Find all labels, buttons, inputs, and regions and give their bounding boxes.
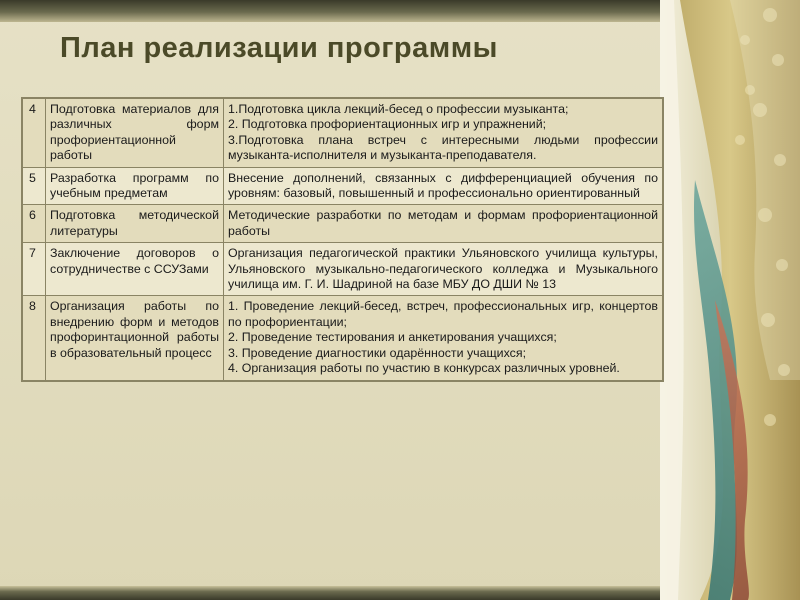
decorative-drape-image: [660, 0, 800, 600]
plan-table-grid: [22, 98, 663, 381]
detail-line: Организация педагогической практики Ульяновского училища культуры, Ульяновского музыкально-педагогического колледжа и Музыкального училища им. Г. И. Шадриной на базе МБУ ДО ДШИ № 13: [228, 246, 658, 292]
table-row: [23, 167, 663, 205]
detail-line: 1.Подготовка цикла лекций-бесед о профессии музыканта;: [228, 102, 569, 116]
detail-line: 2. Подготовка профориентационных игр и упражнений;: [228, 117, 547, 132]
slide-title: План реализации программы: [60, 32, 498, 64]
plan-table: [21, 97, 664, 382]
row-details: [224, 167, 663, 205]
row-details: [224, 296, 663, 380]
table-row: [23, 243, 663, 296]
row-number: 8: [23, 296, 46, 380]
detail-line: 2. Проведение тестирования и анкетирования учащихся;: [228, 330, 557, 345]
row-details: [224, 243, 663, 296]
row-number: 6: [23, 205, 46, 243]
row-task: Организация работы по внедрению форм и методов профоринтационной работы в образовательный процесс: [46, 296, 224, 380]
table-row: [23, 296, 663, 380]
detail-line: 1. Проведение лекций-бесед, встреч, профессиональных игр, концертов по профориентации;: [228, 299, 658, 329]
row-task: Подготовка методической литературы: [46, 205, 224, 243]
row-details: [224, 205, 663, 243]
row-number: 7: [23, 243, 46, 296]
row-task: Подготовка материалов для различных форм профориентационной работы: [46, 99, 224, 168]
detail-line: Методические разработки по методам и формам профориентационной работы: [228, 208, 658, 238]
row-number: 4: [23, 99, 46, 168]
detail-line: 4. Организация работы по участию в конкурсах различных уровней.: [228, 361, 620, 376]
detail-line: Внесение дополнений, связанных с дифференциацией обучения по уровням: базовый, повышенный и профессионально ориентированный: [228, 170, 658, 201]
row-task: Заключение договоров о сотрудничестве с ССУЗами: [46, 243, 224, 296]
detail-line: 3. Проведение диагностики одарённости учащихся;: [228, 345, 527, 360]
plan-table-body: [23, 99, 663, 381]
row-details: [224, 99, 663, 168]
table-row: [23, 99, 663, 168]
row-task: Разработка программ по учебным предметам: [46, 167, 224, 205]
detail-line: 3.Подготовка плана встреч с интересными людьми профессии музыканта-исполнителя и музыканта-преподавателя.: [228, 132, 658, 163]
table-row: [23, 205, 663, 243]
row-number: 5: [23, 167, 46, 205]
